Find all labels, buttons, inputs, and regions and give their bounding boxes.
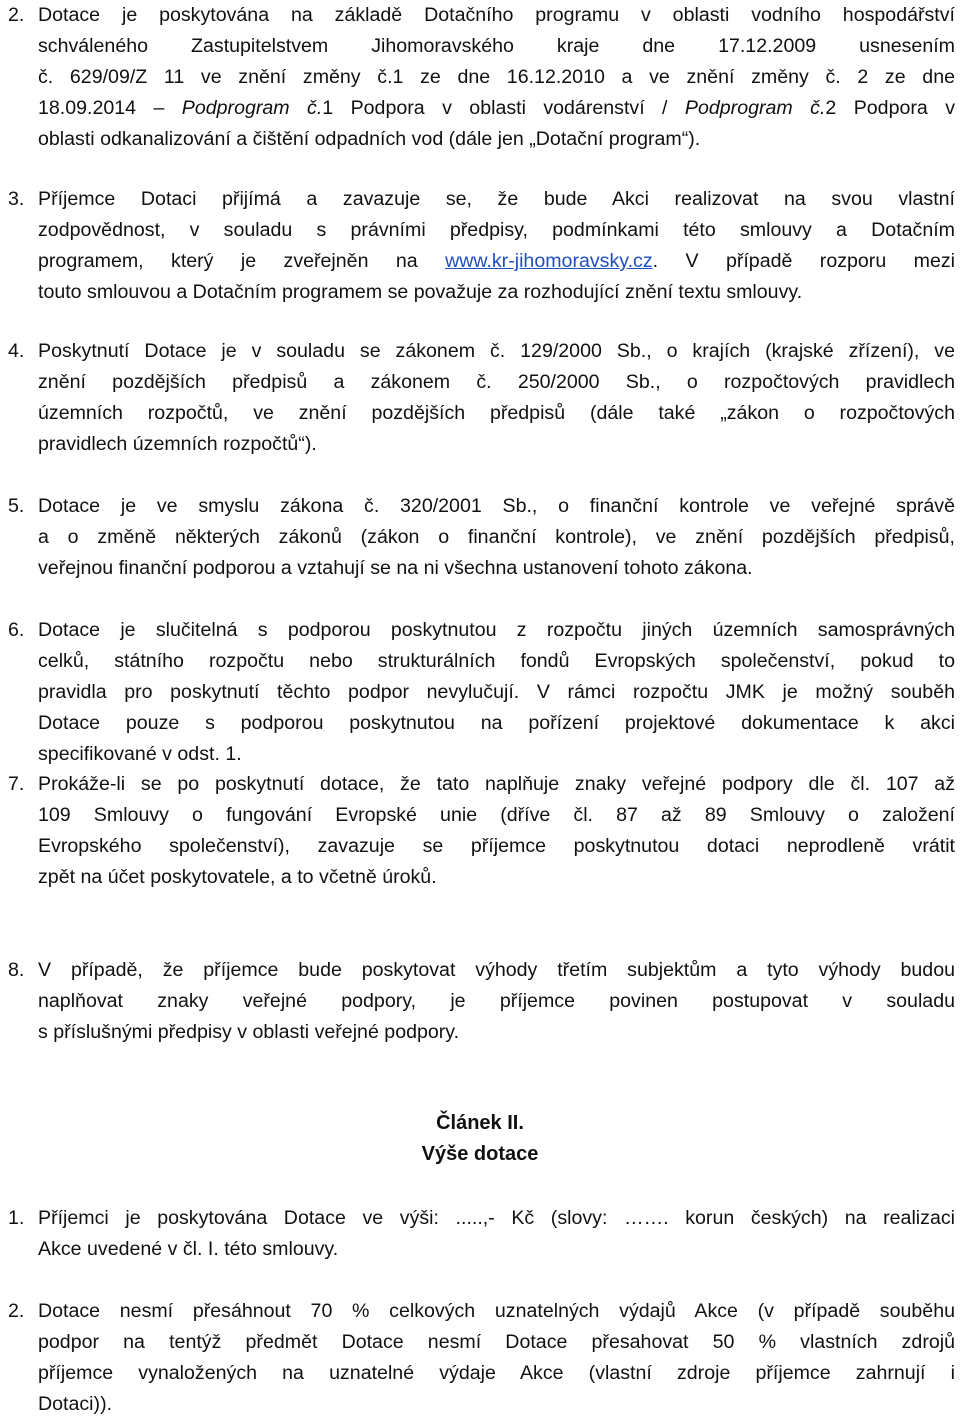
text-line bbox=[38, 708, 955, 739]
paragraph-number: 2. bbox=[8, 1300, 25, 1322]
text-segment: s příslušnými předpisy v oblasti veřejné podpory. bbox=[38, 1021, 460, 1043]
text-line bbox=[38, 1358, 955, 1389]
text-line bbox=[38, 769, 955, 800]
website-link[interactable]: www.kr-jihomoravsky.cz bbox=[445, 250, 653, 272]
text-line bbox=[38, 491, 955, 522]
text-segment: Podprogram č. bbox=[684, 97, 826, 119]
text-line bbox=[38, 800, 955, 831]
text-segment: Dotace pouze s podporou poskytnutou na pořízení projektové dokumentace k akci bbox=[38, 712, 955, 734]
text-segment: oblasti odkanalizování a čištění odpadních vod (dále jen „Dotační program“). bbox=[38, 128, 701, 150]
text-segment: 18.09.2014 – bbox=[38, 97, 182, 119]
paragraph-7 bbox=[8, 769, 955, 893]
text-line bbox=[38, 1296, 955, 1327]
text-segment: celků, státního rozpočtu nebo strukturálních fondů Evropských společenství, pokud to bbox=[38, 650, 955, 672]
text-segment: pravidlech územních rozpočtů“). bbox=[38, 433, 317, 455]
text-line bbox=[38, 553, 955, 584]
text-line bbox=[38, 93, 955, 124]
text-line bbox=[38, 336, 955, 367]
paragraph-number: 7. bbox=[8, 773, 25, 795]
text-segment: pravidla pro poskytnutí těchto podpor nevylučují. V rámci rozpočtu JMK je možný souběh bbox=[38, 681, 955, 703]
text-segment: Dotaci)). bbox=[38, 1393, 113, 1415]
text-segment: schváleného Zastupitelstvem Jihomoravského kraje dne 17.12.2009 usnesením bbox=[38, 35, 955, 57]
text-segment: Příjemci je poskytována Dotace ve výši: .....,- Kč (slovy: ……. korun českých) na realizaci bbox=[38, 1207, 955, 1229]
text-line bbox=[38, 277, 955, 308]
text-segment: 1 Podpora v oblasti vodárenství / bbox=[322, 97, 685, 119]
paragraph-number: 8. bbox=[8, 959, 25, 981]
text-line bbox=[38, 62, 955, 93]
text-segment: 109 Smlouvy o fungování Evropské unie (dříve čl. 87 až 89 Smlouvy o založení bbox=[38, 804, 955, 826]
text-line bbox=[38, 1327, 955, 1358]
text-segment: Příjemce Dotaci přijímá a zavazuje se, že bude Akci realizovat na svou vlastní bbox=[38, 188, 955, 210]
text-line bbox=[38, 31, 955, 62]
text-line bbox=[38, 955, 955, 986]
text-segment: příjemce vynaložených na uznatelné výdaje Akce (vlastní zdroje příjemce zahrnují i bbox=[38, 1362, 955, 1384]
paragraph-3 bbox=[8, 184, 955, 308]
text-segment: zpět na účet poskytovatele, a to včetně úroků. bbox=[38, 866, 437, 888]
text-segment: 2 Podpora v bbox=[825, 97, 955, 119]
text-line bbox=[38, 429, 955, 460]
text-segment: programem, který je zveřejněn na bbox=[38, 250, 446, 272]
text-segment: specifikované v odst. 1. bbox=[38, 743, 242, 765]
text-segment: Akce uvedené v čl. I. této smlouvy. bbox=[38, 1238, 339, 1260]
text-line bbox=[38, 739, 955, 770]
text-segment: Prokáže-li se po poskytnutí dotace, že tato naplňuje znaky veřejné podpory dle čl. 107 až bbox=[38, 773, 955, 795]
text-segment: Dotace je slučitelná s podporou poskytnutou z rozpočtu jiných územních samosprávných bbox=[38, 619, 955, 641]
text-line bbox=[38, 677, 955, 708]
text-segment: veřejnou finanční podporou a vztahují se na ni všechna ustanovení tohoto zákona. bbox=[38, 557, 753, 579]
paragraph-number: 3. bbox=[8, 188, 25, 210]
text-line bbox=[38, 831, 955, 862]
text-segment: touto smlouvou a Dotačním programem se považuje za rozhodující znění textu smlouvy. bbox=[38, 281, 803, 303]
text-segment: č. 629/09/Z 11 ve znění změny č.1 ze dne 16.12.2010 a ve znění změny č. 2 ze dne bbox=[38, 66, 955, 88]
text-segment: Dotace nesmí přesáhnout 70 % celkových uznatelných výdajů Akce (v případě souběhu bbox=[38, 1300, 955, 1322]
text-line bbox=[38, 522, 955, 553]
text-line bbox=[38, 184, 955, 215]
paragraph-number: 4. bbox=[8, 340, 25, 362]
text-segment: Dotace je poskytována na základě Dotačního programu v oblasti vodního hospodářství bbox=[38, 4, 955, 26]
article-title: Článek II. bbox=[436, 1112, 524, 1134]
text-segment: a o změně některých zákonů (zákon o finanční kontrole), ve znění pozdějších předpisů, bbox=[38, 526, 955, 548]
text-line bbox=[38, 986, 955, 1017]
paragraph-5 bbox=[8, 491, 955, 584]
text-line bbox=[38, 646, 955, 677]
text-segment: podpor na tentýž předmět Dotace nesmí Dotace přesahovat 50 % vlastních zdrojů bbox=[38, 1331, 955, 1353]
text-segment: znění pozdějších předpisů a zákonem č. 250/2000 Sb., o rozpočtových pravidlech bbox=[38, 371, 955, 393]
text-line bbox=[38, 367, 955, 398]
text-segment: Dotace je ve smyslu zákona č. 320/2001 Sb., o finanční kontrole ve veřejné správě bbox=[38, 495, 955, 517]
text-line bbox=[38, 1017, 955, 1048]
paragraph-number: 1. bbox=[8, 1207, 25, 1229]
text-segment: . V případě rozporu mezi bbox=[652, 250, 955, 272]
text-segment: územních rozpočtů, ve znění pozdějších předpisů (dále také „zákon o rozpočtových bbox=[38, 402, 955, 424]
text-segment: zodpovědnost, v souladu s právními předpisy, podmínkami této smlouvy a Dotačním bbox=[38, 219, 955, 241]
paragraph-4 bbox=[8, 336, 955, 460]
text-line bbox=[38, 862, 955, 893]
article-2-paragraph-2 bbox=[8, 1296, 955, 1420]
text-segment: Podprogram č. bbox=[181, 97, 323, 119]
text-line bbox=[38, 246, 955, 277]
text-segment: naplňovat znaky veřejné podpory, je příjemce povinen postupovat v souladu bbox=[38, 990, 955, 1012]
paragraph-2 bbox=[8, 0, 955, 155]
paragraph-number: 5. bbox=[8, 495, 25, 517]
text-line bbox=[38, 615, 955, 646]
text-line bbox=[38, 124, 955, 155]
text-line bbox=[38, 1389, 955, 1420]
text-line bbox=[38, 215, 955, 246]
text-line bbox=[38, 1203, 955, 1234]
paragraph-number: 2. bbox=[8, 4, 25, 26]
text-segment: Poskytnutí Dotace je v souladu se zákonem č. 129/2000 Sb., o krajích (krajské zřízení), ve bbox=[38, 340, 955, 362]
text-line bbox=[38, 0, 955, 31]
paragraph-8 bbox=[8, 955, 955, 1048]
paragraph-6 bbox=[8, 615, 955, 770]
text-segment: V případě, že příjemce bude poskytovat výhody třetím subjektům a tyto výhody budou bbox=[38, 959, 955, 981]
paragraph-number: 6. bbox=[8, 619, 25, 641]
text-line bbox=[38, 398, 955, 429]
text-segment: Evropského společenství), zavazuje se příjemce poskytnutou dotaci neprodleně vrátit bbox=[38, 835, 955, 857]
text-line bbox=[38, 1234, 955, 1265]
article-2-paragraph-1 bbox=[8, 1203, 955, 1265]
article-subtitle: Výše dotace bbox=[421, 1143, 539, 1165]
